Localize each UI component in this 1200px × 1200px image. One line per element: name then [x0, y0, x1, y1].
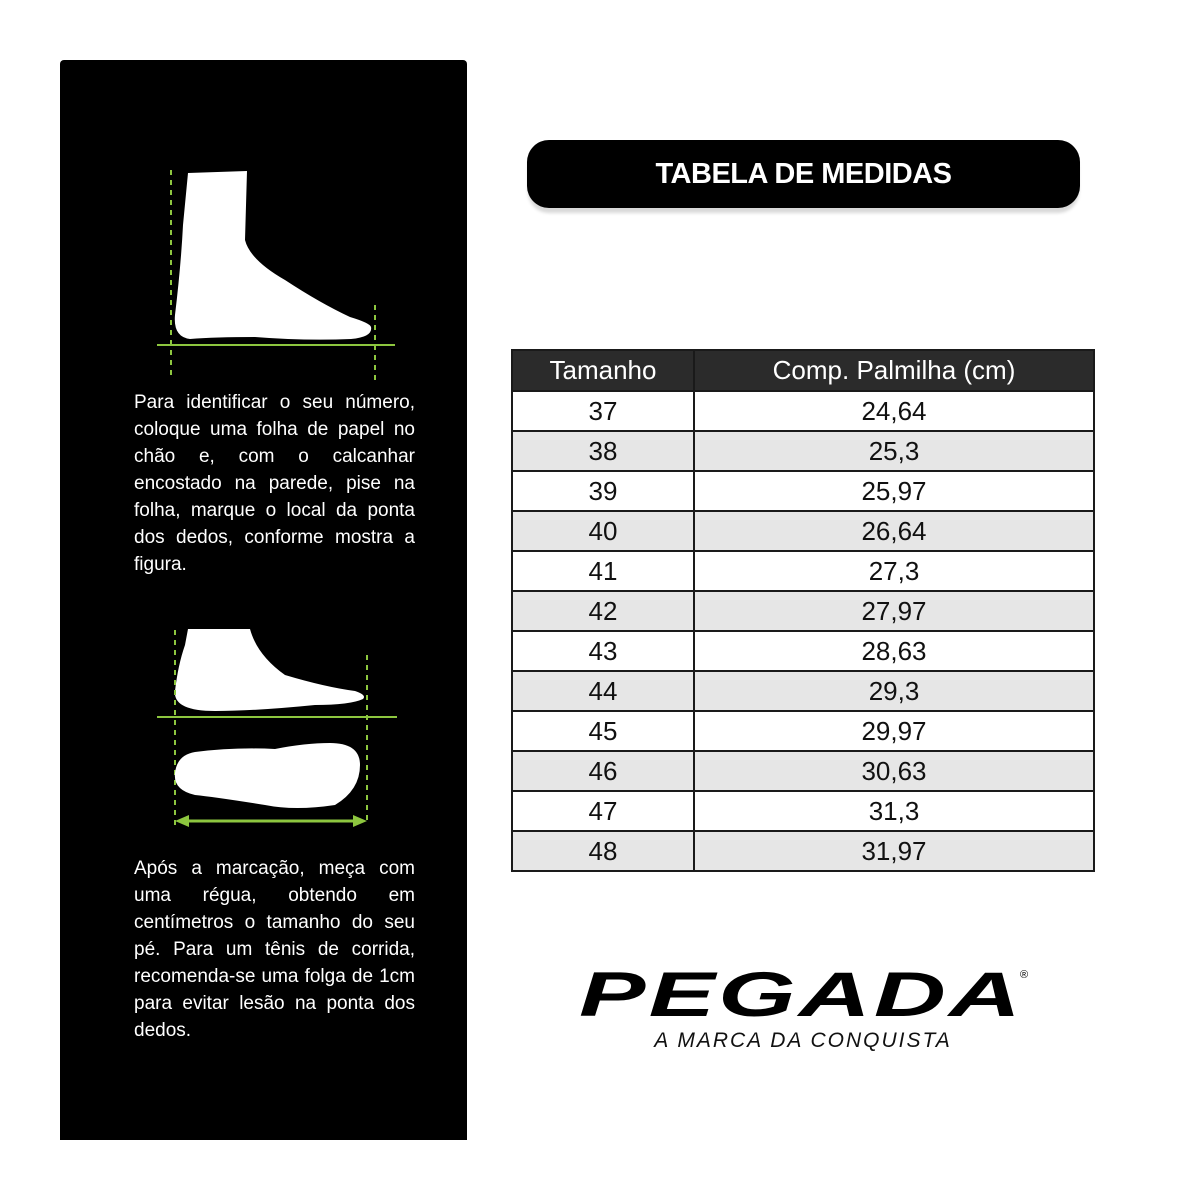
cell-size: 41 — [512, 551, 694, 591]
table-row — [512, 551, 1094, 591]
cell-size: 38 — [512, 431, 694, 471]
cell-size: 37 — [512, 391, 694, 431]
brand-logo — [578, 965, 1038, 1021]
table-row — [512, 631, 1094, 671]
cell-length: 27,97 — [694, 591, 1094, 631]
instructions-step1: Para identificar o seu número, coloque uma folha de papel no chão e, com o calcanhar encostado na parede, pise na folha, marque o local da ponta dos dedos, conforme mostra a figura. — [134, 392, 415, 575]
column-header-length: Comp. Palmilha (cm) — [694, 350, 1094, 391]
table-row — [512, 591, 1094, 631]
cell-length: 29,97 — [694, 711, 1094, 751]
cell-size: 47 — [512, 791, 694, 831]
cell-size: 43 — [512, 631, 694, 671]
table-row — [512, 431, 1094, 471]
table-row — [512, 671, 1094, 711]
cell-length: 25,3 — [694, 431, 1094, 471]
table-row — [512, 831, 1094, 871]
cell-length: 24,64 — [694, 391, 1094, 431]
cell-length: 25,97 — [694, 471, 1094, 511]
cell-length: 29,3 — [694, 671, 1094, 711]
title-banner — [527, 140, 1080, 208]
column-header-size: Tamanho — [512, 350, 694, 391]
table-row — [512, 471, 1094, 511]
brand-tagline: A MARCA DA CONQUISTA — [654, 1029, 952, 1052]
size-table — [511, 349, 1095, 872]
instructions-panel — [60, 60, 467, 1140]
cell-size: 44 — [512, 671, 694, 711]
cell-length: 27,3 — [694, 551, 1094, 591]
instructions-step2: Após a marcação, meça com uma régua, obtendo em centímetros o tamanho do seu pé. Para um tênis de corrida, recomenda-se uma folga de 1cm para evitar lesão na ponta dos dedos. — [134, 858, 415, 1041]
page-title: TABELA DE MEDIDAS — [655, 157, 952, 190]
table-row — [512, 511, 1094, 551]
measure-arrow-icon — [175, 815, 367, 827]
table-row — [512, 391, 1094, 431]
brand-name: PEGADA — [579, 965, 1024, 1021]
table-row — [512, 791, 1094, 831]
table-row — [512, 711, 1094, 751]
cell-length: 30,63 — [694, 751, 1094, 791]
foot-measurement-icon — [155, 625, 405, 830]
foot-top-icon — [175, 743, 360, 808]
table-row — [512, 751, 1094, 791]
cell-size: 46 — [512, 751, 694, 791]
registered-mark: ® — [1020, 969, 1029, 981]
cell-size: 40 — [512, 511, 694, 551]
cell-size: 39 — [512, 471, 694, 511]
cell-length: 28,63 — [694, 631, 1094, 671]
cell-size: 42 — [512, 591, 694, 631]
foot-side-icon — [155, 165, 405, 385]
table-header-row — [512, 350, 1094, 391]
cell-length: 26,64 — [694, 511, 1094, 551]
cell-length: 31,97 — [694, 831, 1094, 871]
cell-length: 31,3 — [694, 791, 1094, 831]
cell-size: 45 — [512, 711, 694, 751]
foot-side-small-icon — [175, 629, 364, 711]
cell-size: 48 — [512, 831, 694, 871]
